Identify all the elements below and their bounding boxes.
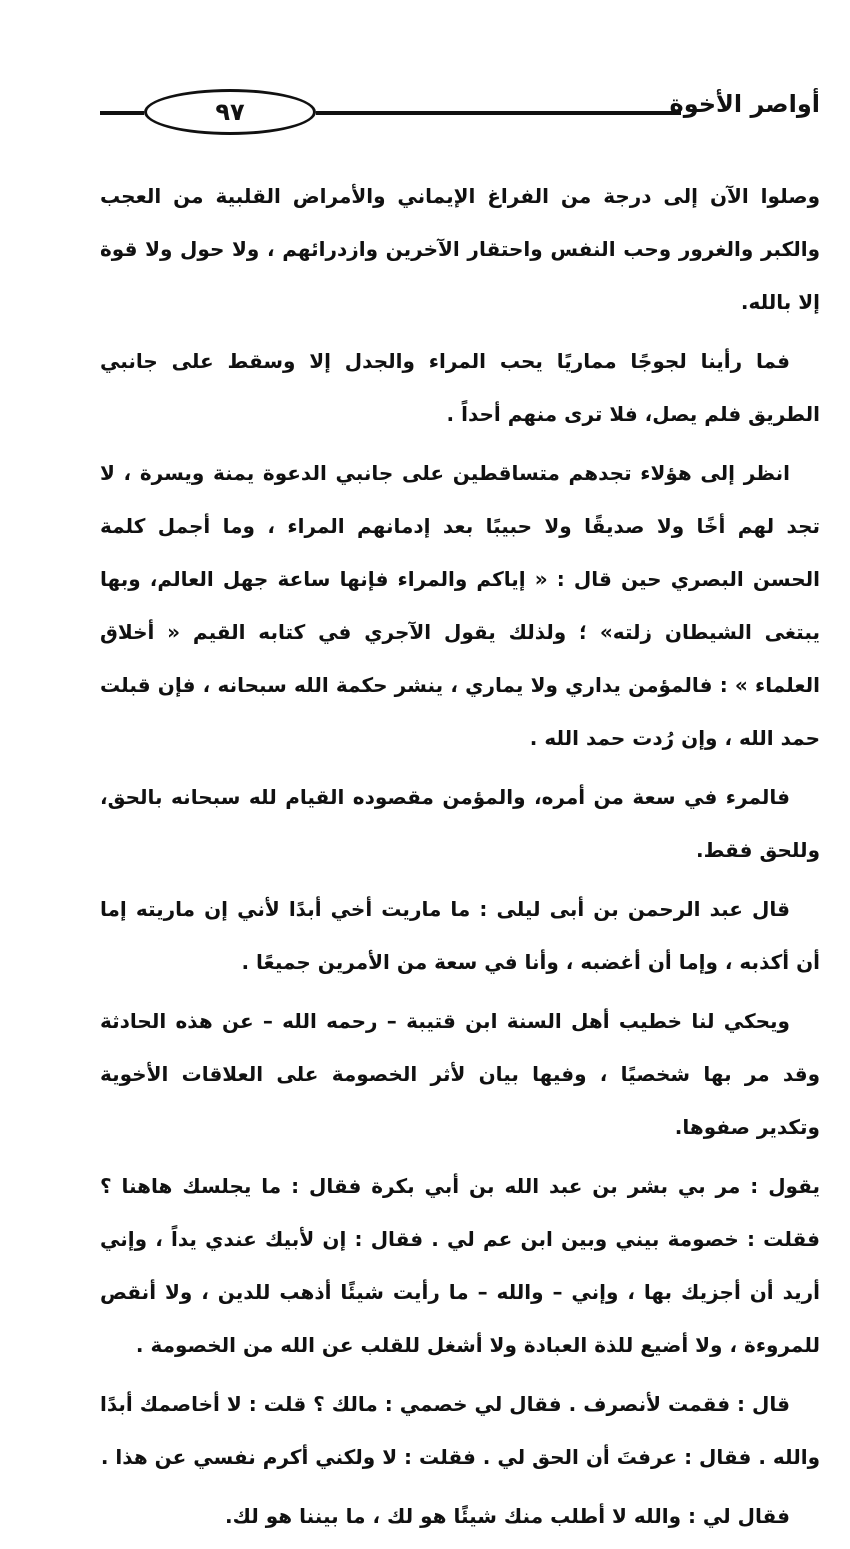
header-rule-left: [100, 111, 144, 115]
paragraph-4: فالمرء في سعة من أمره، والمؤمن مقصوده القيام لله سبحانه بالحق، وللحق فقط.: [100, 785, 820, 862]
page-body: [100, 170, 820, 1549]
paragraph-5: قال عبد الرحمن بن أبى ليلى : ما ماريت أخي أبدًا لأني إن ماريته إما أن أكذبه ، وإما أن أغضبه ، وأنا في سعة من الأمرين جميعًا .: [100, 897, 820, 974]
paragraph-8: قال : فقمت لأنصرف . فقال لي خصمي : مالك ؟ قلت : لا أخاصمك أبدًا والله . فقال : عرفتَ أن الحق لي . فقلت : لا ولكني أكرم نفسي عن هذا .: [100, 1392, 820, 1469]
paragraph-3: انظر إلى هؤلاء تجدهم متساقطين على جانبي الدعوة يمنة ويسرة ، لا تجد لهم أخًا ولا صديقًا ولا حبيبًا بعد إدمانهم المراء ، وما أجمل كلمة الحسن البصري حين قال : « إياكم والمراء فإنها ساعة جهل العالم، وبها يبتغى الشيطان زلته» ؛ ولذلك يقول الآجري في كتابه القيم « أخلاق العلماء » : فالمؤمن يداري ولا يماري ، ينشر حكمة الله سبحانه ، فإن قبلت حمد الله ، وإن رُدت حمد الله .: [100, 461, 820, 750]
paragraph-1: وصلوا الآن إلى درجة من الفراغ الإيماني والأمراض القلبية من العجب والكبر والغرور وحب النفس واحتقار الآخرين وازدرائهم ، ولا حول ولا قوة إلا بالله.: [100, 184, 820, 314]
header-rule-right: [316, 111, 681, 115]
running-title: أواصر الأخوة: [669, 90, 820, 118]
page-header: [100, 84, 820, 140]
paragraph-2: فما رأينا لجوجًا مماريًا يحب المراء والجدل إلا وسقط على جانبي الطريق فلم يصل، فلا ترى منهم أحداً .: [100, 349, 820, 426]
paragraph-9: فقال لي : والله لا أطلب منك شيئًا هو لك ، ما بيننا هو لك.: [225, 1504, 790, 1528]
page-number: ٩٧: [144, 89, 316, 135]
paragraph-6: ويحكي لنا خطيب أهل السنة ابن قتيبة – رحمه الله – عن هذه الحادثة وقد مر بها شخصيًا ، وفيها بيان لأثر الخصومة على العلاقات الأخوية وتكدير صفوها.: [100, 1009, 820, 1139]
paragraph-7: يقول : مر بي بشر بن عبد الله بن أبي بكرة فقال : ما يجلسك هاهنا ؟ فقلت : خصومة بيني وبين ابن عم لي . فقال : إن لأبيك عندي يداً ، وإني أريد أن أجزيك بها ، وإني – والله – ما رأيت شيئًا أذهب للدين ، ولا أنقص للمروءة ، ولا أضيع للذة العبادة ولا أشغل للقلب عن الله من الخصومة .: [100, 1174, 820, 1357]
